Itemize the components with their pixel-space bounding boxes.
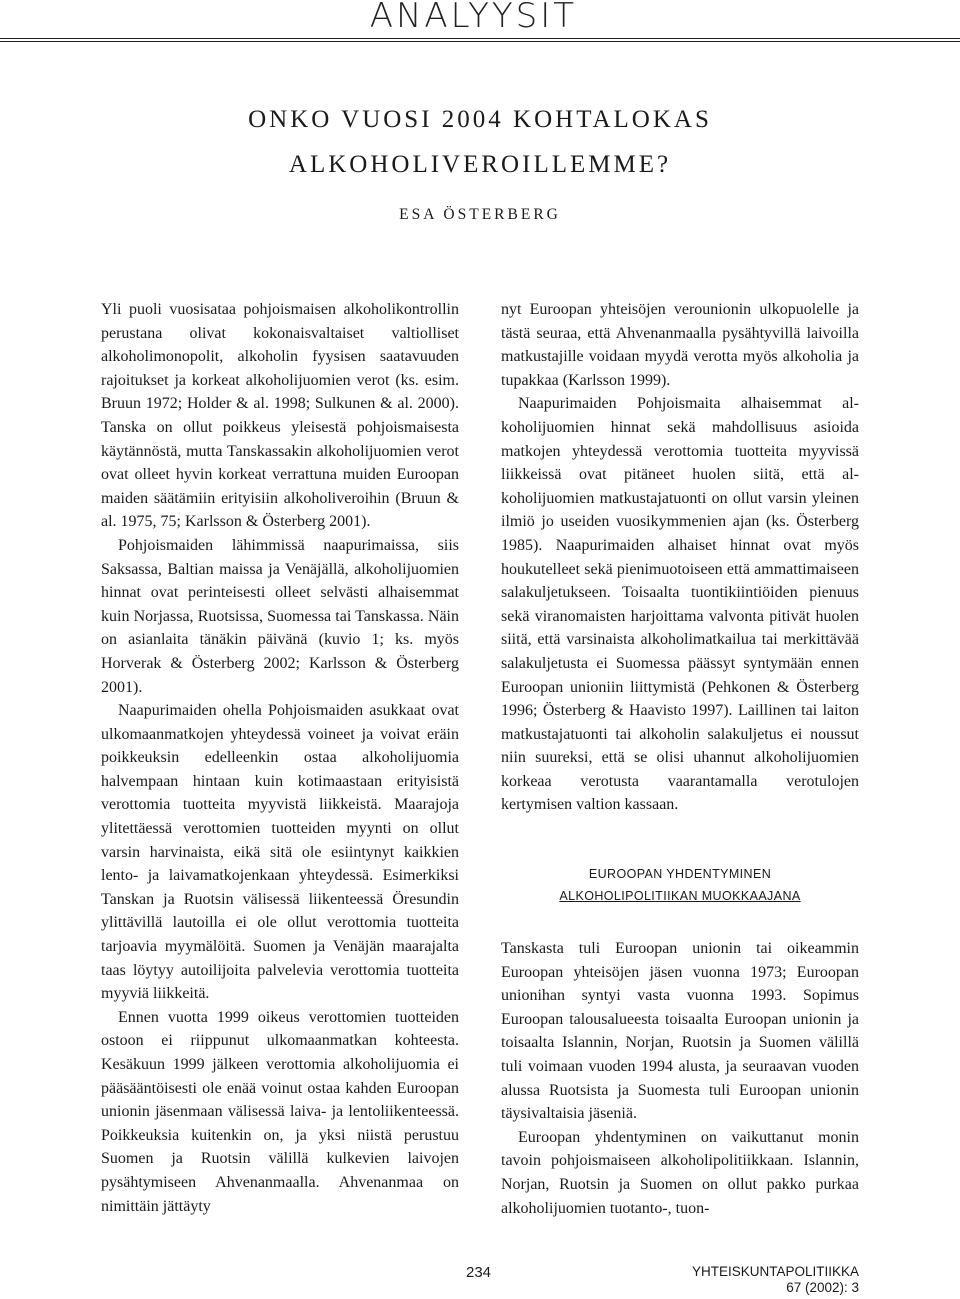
article-title-line-2: ALKOHOLIVEROILLEMME? (288, 151, 672, 178)
right-paragraph-1: nyt Euroopan yhteisöjen verounionin ulkopuolelle ja tästä seuraa, että Ahvenanmaalla pysähtyvillä laivoilla matkustajille voidaan myydä verotta myös alkoholia ja tupakkaa (Karlsson 1999). (501, 301, 859, 389)
right-paragraph-2: Naapurimaiden Pohjoismaita alhaisemmat alkoholijuomien hinnat sekä mahdollisuus asioida matkojen yhteydessä verottomia tuotteita myyvissä liikkeissä ovat pitäneet huolen siitä, että alkoholijuomien matkustajatuonti on ollut varsin yleinen ilmiö jo useiden vuosikymmenien ajan (ks. Österberg 1985). Naapurimaiden alhaiset hinnat ovat myös houkutelleet sekä pienimuotoiseen että ammattimaiseen salakuljetukseen. Toisaalta tuontikiintiöiden pienuus sekä viranomaisten harjoittama valvonta pitivät huolen siitä, että varsinaista alkoholimatkailua tai merkittävää salakuljetusta ei Suomessa päässyt syntymään ennen Euroopan unioniin liittymistä (Pehkonen & Österberg 1996; Österberg & Haavisto 1997). Laillinen tai laiton matkustajatuonti tai alkoholin salakuljetus ei noussut niin suureksi, että se olisi uhannut alkoholijuomien korkeaa verotusta vaarantamalla verotulojen kertymisen valtion kassaan. (501, 395, 859, 814)
journal-issue: 67 (2002): 3 (786, 1280, 859, 1295)
journal-footer (692, 1264, 859, 1296)
section-heading (501, 863, 859, 907)
left-paragraph-4: Ennen vuotta 1999 oikeus verottomien tuotteiden ostoon ei riippunut ulkomaanmatkan kohteesta. Kesäkuun 1999 jälkeen verottomia alkoholijuomia ei pääsääntöisesti ole enää voinut ostaa kahden Euroopan unionin jäsenmaan välisessä laiva- ja lentoliikenteessä. Poikkeuksia kuitenkin on, ja yksi niistä perustuu Suomen ja Ruotsin välillä kulkevien laivojen pysähtymiseen Ahvenanmaalla. Ahvenanmaa on nimittäin jättäyty (101, 1008, 459, 1215)
left-column (101, 298, 459, 1218)
right-paragraph-3: Tanskasta tuli Euroopan unionin tai oikeammin Euroopan yhteisöjen jäsen vuonna 1973; Euroopan unionihan syntyi vasta vuonna 1993. Sopimus Euroopan talousalueesta toisaalta Euroopan unionin ja toisaalta Islannin, Norjan, Ruotsin ja Suomen välillä tuli voimaan vuoden 1994 alusta, ja seuraavan vuoden alussa Ruotsista ja Suomesta tuli Euroopan unionin täysivaltaisia jäseniä. (501, 940, 859, 1123)
right-column (501, 298, 859, 1220)
header-rule-top (0, 38, 960, 39)
article-title-line-1: ONKO VUOSI 2004 KOHTALOKAS (248, 106, 712, 133)
left-paragraph-2: Pohjoismaiden lähimmissä naapurimaissa, siis Saksassa, Baltian maissa ja Venäjällä, alkoholijuomien hinnat ovat perinteisesti olleet selvästi alhaisemmat kuin Norjassa, Ruotsissa, Suomessa tai Tanskassa. Näin on asianlaita tänäkin päivänä (kuvio 1; ks. myös Horverak & Österberg 2002; Karlsson & Österberg 2001). (101, 536, 459, 696)
article-author: ESA ÖSTERBERG (399, 206, 561, 223)
section-label: ANALYYSIT (369, 0, 577, 36)
right-paragraph-4: Euroopan yhdentyminen on vaikuttanut monin tavoin pohjoismaiseen alkoholipolitiikkaan. Islannin, Norjan, Ruotsin ja Suomen on ollut pakko purkaa alkoholijuomien tuotanto-, tuon- (501, 1128, 859, 1217)
section-heading-line-2: ALKOHOLIPOLITIIKAN MUOKKAAJANA (559, 889, 801, 904)
page-number: 234 (466, 1264, 492, 1281)
section-heading-line-1: EUROOPAN YHDENTYMINEN (588, 867, 772, 882)
journal-name: YHTEISKUNTAPOLITIIKKA (691, 1264, 859, 1279)
left-paragraph-3: Naapurimaiden ohella Pohjoismaiden asukkaat ovat ulkomaanmatkojen yhteydessä voineet ja voivat eräin poikkeuksin edelleenkin ostaa alkoholijuomia halvempaan hintaan kuin kotimaastaan erityisistä verottomia tuotteita myyvistä liikkeistä. Maarajoja ylitettäessä verottomien tuotteiden myynti on ollut varsin harvinaista, eikä sitä ole esiintynyt kaikkien lento- ja laivamatkojenkaan yhteydessä. Esimerkiksi Tanskan ja Ruotsin välisessä liikenteessä Öresundin ylittävillä lautoilla ei ole ollut verottomia tuotteita tarjoavia myymälöitä. Suomen ja Venäjän maarajalta taas löytyy autoilijoita palvelevia verottomia tuotteita myyviä liikkeitä. (101, 702, 459, 1003)
header-rule-bottom (0, 41, 960, 42)
left-paragraph-1: Yli puoli vuosisataa pohjoismaisen alkoholikontrollin perustana olivat kokonaisvaltaiset valtiolliset alkoholimonopolit, alkoholin fyysisen saatavuuden rajoitukset ja korkeat alkoholijuomien verot (ks. esim. Bruun 1972; Holder & al. 1998; Sulkunen & al. 2000). Tanska on ollut poikkeus yleisestä pohjoismaisesta käytännöstä, mutta Tanskassakin alkoholijuomien verot ovat olleet hyvin korkeat verrattuna muiden Euroopan maiden säätämiin erityisiin alkoholiveroihin (Bruun & al. 1975, 75; Karlsson & Österberg 2001). (101, 301, 459, 531)
